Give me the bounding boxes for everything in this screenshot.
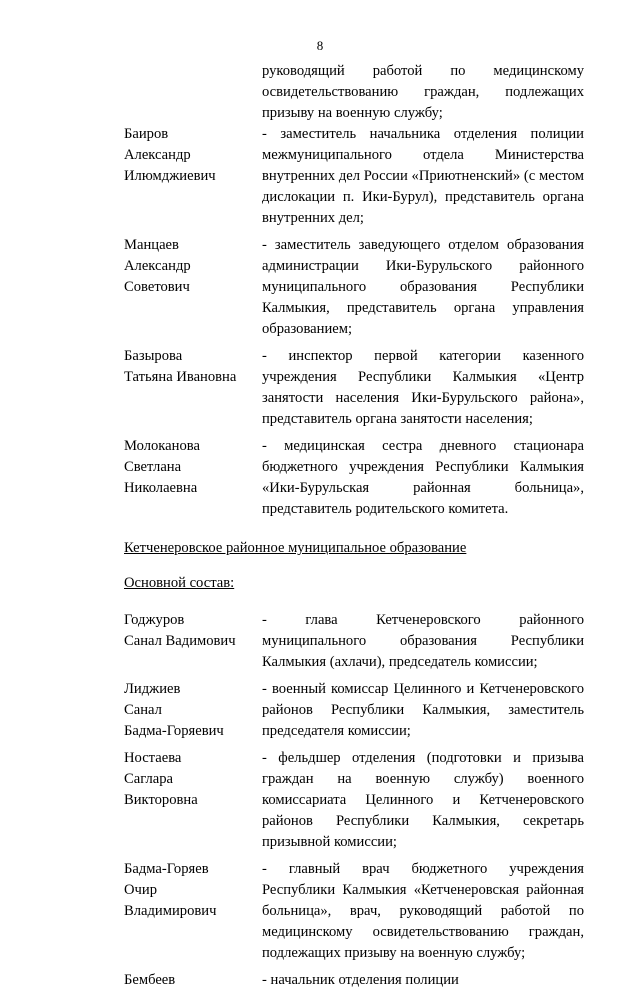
member-name-line: Татьяна Ивановна [124,369,237,385]
member-role: - инспектор первой категории казенного учреждения Республики Калмыкия «Центр занятости населения Ики-Бурульского района», представитель органа занятости населения; [262,348,584,427]
member-name-line: Молоканова [124,438,200,454]
member-name-line: Баиров [124,126,169,142]
member-entry [124,436,584,520]
member-name-line: Санал Вадимович [124,633,236,649]
member-name [124,124,262,229]
member-name-line: Александр [124,147,191,163]
member-name-line: Николаевна [124,480,198,496]
member-entry [124,124,584,229]
continuation-entry [124,61,584,124]
subsection-title: Основной состав: [124,575,235,591]
member-name-line: Очир [124,882,157,898]
member-role: - глава Кетченеровского районного муниципального образования Республики Калмыкия (ахлачи), председатель комиссии; [262,612,584,670]
member-name [124,235,262,340]
member-name [124,679,262,742]
document-body [124,61,584,991]
member-role: - главный врач бюджетного учреждения Республики Калмыкия «Кетченеровская районная больница», врач, руководящий работой по медицинскому освидетельствованию граждан, подлежащих призыву на военную службу; [262,861,584,961]
member-role: - фельдшер отделения (подготовки и призыва граждан на военную службу) военного комиссариата Целинного и Кетченеровского районов Республики Калмыкия, секретарь призывной комиссии; [262,750,584,850]
member-entry [124,679,584,742]
member-entry [124,235,584,340]
member-name-line: Советович [124,279,190,295]
member-name [124,970,262,991]
member-name-line: Ностаева [124,750,182,766]
member-name-line: Базырова [124,348,183,364]
member-name-line: Викторовна [124,792,198,808]
member-name-line: Саглара [124,771,173,787]
member-name-line: Бембеев [124,972,176,988]
member-list-ketchenery [124,610,584,991]
member-role: - заместитель начальника отделения полиции межмуниципального отдела Министерства внутренних дел России «Приютненский» (с местом дислокации п. Ики-Бурул), представитель органа внутренних дел; [262,126,584,226]
member-name [124,748,262,853]
member-name-line: Светлана [124,459,182,475]
member-entry [124,748,584,853]
section-title: Кетченеровское районное муниципальное образование [124,540,467,556]
member-role: - военный комиссар Целинного и Кетченеровского районов Республики Калмыкия, заместитель председателя комиссии; [262,681,584,739]
entry-description: руководящий работой по медицинскому освидетельствованию граждан, подлежащих призыву на военную службу; [262,63,584,121]
member-name [124,859,262,964]
member-role: - начальник отделения полиции [262,972,459,988]
member-name [124,346,262,430]
page-number: 8 [316,38,324,53]
member-entry [124,610,584,673]
member-entry [124,859,584,964]
member-entry [124,970,584,991]
member-name-line: Александр [124,258,191,274]
member-name [124,610,262,673]
member-name-line: Илюмджиевич [124,168,216,184]
member-name [124,436,262,520]
member-role: - медицинская сестра дневного стационара бюджетного учреждения Республики Калмыкия «Ики-Бурульская районная больница», представитель родительского комитета. [262,438,584,517]
member-name-line: Бадма-Горяев [124,861,209,877]
member-entry [124,346,584,430]
member-name-line: Владимирович [124,903,217,919]
member-name-line: Годжуров [124,612,185,628]
member-list-ikiburul [124,124,584,520]
member-name-line: Бадма-Горяевич [124,723,224,739]
member-name-line: Манцаев [124,237,179,253]
member-name-line: Лиджиев [124,681,181,697]
member-name-line: Санал [124,702,162,718]
member-role: - заместитель заведующего отделом образования администрации Ики-Бурульского районного муниципального образования Республики Калмыкия, представитель органа управления образованием; [262,237,584,337]
entry-name [124,61,262,124]
